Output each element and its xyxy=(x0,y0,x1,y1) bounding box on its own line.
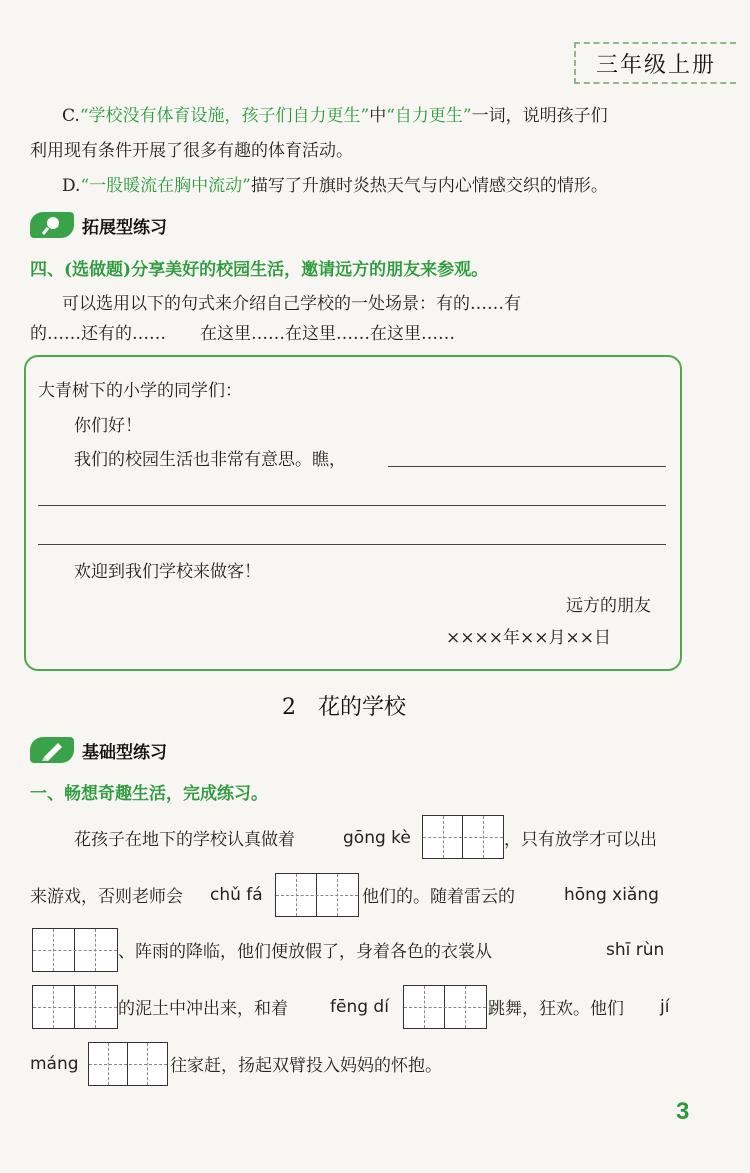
task4-line1: 可以选用以下的句式来介绍自己学校的一处场景：有的……有 xyxy=(62,294,521,314)
magnifier-icon xyxy=(30,212,74,238)
task1-heading: 一、畅想奇趣生活，完成练习。 xyxy=(30,784,268,804)
option-c-line2: 利用现有条件开展了很多有趣的体育活动。 xyxy=(30,141,353,161)
pencil-icon xyxy=(30,737,74,763)
grade-header xyxy=(574,42,736,84)
letter-hello: 你们好！ xyxy=(74,416,142,436)
section-extend-title: 拓展型练习 xyxy=(82,217,167,238)
writing-box-shirun[interactable] xyxy=(32,985,118,1029)
page-number: 3 xyxy=(676,1098,690,1125)
writing-box-hongxiang[interactable] xyxy=(32,928,118,972)
pinyin-fengdi: fēng dí xyxy=(330,997,389,1017)
writing-box-jimang[interactable] xyxy=(88,1042,168,1086)
option-d: D.“一股暖流在胸中流动”描写了升旗时炎热天气与内心情感交织的情形。 xyxy=(62,176,608,196)
pinyin-chufa: chǔ fá xyxy=(210,885,263,905)
task1-l1b: ，只有放学才可以出 xyxy=(504,830,657,850)
task1-l2a: 来游戏，否则老师会 xyxy=(30,887,183,907)
letter-body: 我们的校园生活也非常有意思。瞧， xyxy=(74,450,346,470)
quote-c2: “自力更生” xyxy=(386,106,472,126)
pinyin-gongke: gōng kè xyxy=(343,828,411,848)
pinyin-shirun: shī rùn xyxy=(606,940,665,960)
section-basic xyxy=(30,737,167,763)
letter-date: ××××年××月××日 xyxy=(446,628,611,648)
pinyin-ji: jí xyxy=(660,997,670,1017)
task1-l4b: 跳舞，狂欢。他们 xyxy=(488,999,624,1019)
chapter-number: 2 xyxy=(282,695,296,720)
answer-line-1[interactable] xyxy=(388,466,666,467)
grade-label: 三年级上册 xyxy=(595,52,716,78)
task1-l5b: 往家赶，扬起双臂投入妈妈的怀抱。 xyxy=(170,1056,442,1076)
answer-line-2[interactable] xyxy=(38,505,666,506)
task1-l4a: 的泥土中冲出来，和着 xyxy=(118,999,288,1019)
letter-signature: 远方的朋友 xyxy=(566,596,651,616)
section-extend xyxy=(30,212,167,238)
task4-heading: 四、(选做题)分享美好的校园生活，邀请远方的朋友来参观。 xyxy=(30,260,489,280)
pinyin-mang: máng xyxy=(30,1054,79,1074)
pinyin-hongxiang: hōng xiǎng xyxy=(564,885,659,905)
answer-line-3[interactable] xyxy=(38,544,666,545)
quote-d: “一股暖流在胸中流动” xyxy=(80,176,251,196)
option-c: C.“学校没有体育设施，孩子们自力更生”中“自力更生”一词，说明孩子们 xyxy=(62,106,608,126)
writing-box-gongke[interactable] xyxy=(422,815,504,859)
letter-greeting: 大青树下的小学的同学们： xyxy=(38,381,242,401)
chapter-title xyxy=(282,690,406,721)
letter-closing: 欢迎到我们学校来做客！ xyxy=(74,562,261,582)
task1-l1a: 花孩子在地下的学校认真做着 xyxy=(74,830,295,850)
writing-box-chufa[interactable] xyxy=(275,873,359,917)
task1-l3a: 、阵雨的降临，他们便放假了，身着各色的衣裳从 xyxy=(118,942,492,962)
writing-box-fengdi[interactable] xyxy=(403,985,487,1029)
task1-l2b: 他们的。随着雷云的 xyxy=(362,887,515,907)
task4-line2: 的……还有的…… 在这里……在这里……在这里…… xyxy=(30,324,455,344)
chapter-name: 花的学校 xyxy=(318,695,407,720)
section-basic-title: 基础型练习 xyxy=(82,742,167,763)
quote-c1: “学校没有体育设施，孩子们自力更生” xyxy=(79,106,370,126)
